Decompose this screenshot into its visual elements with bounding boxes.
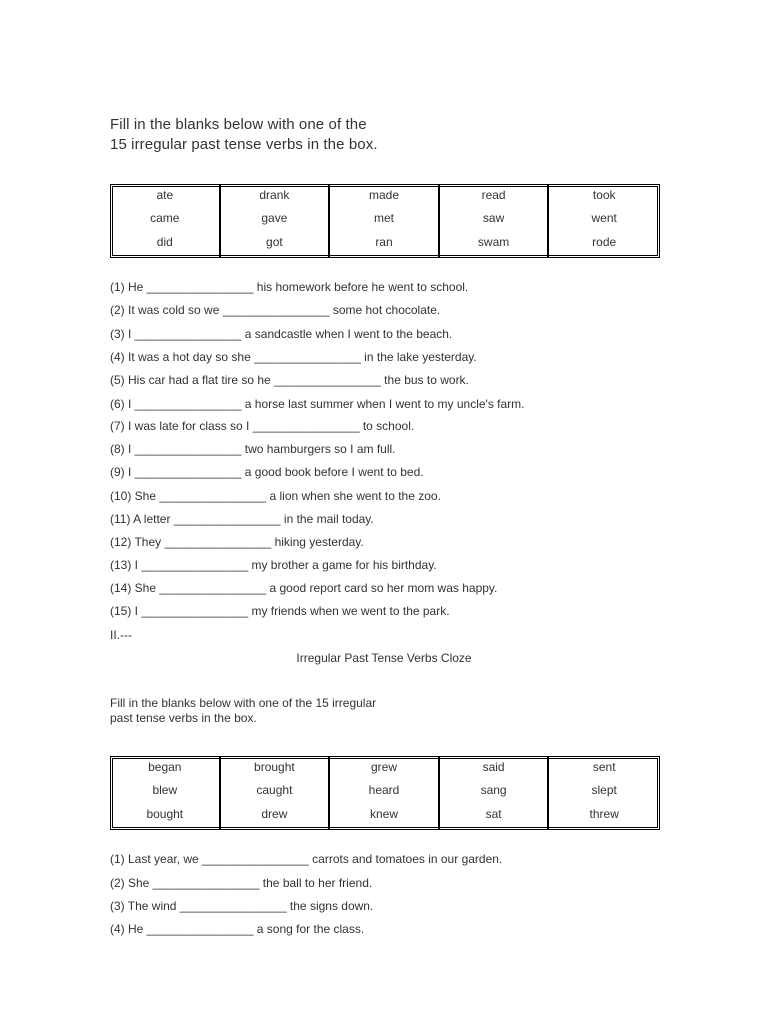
question: (3) The wind ________________ the signs down.	[110, 899, 374, 913]
verb-cell: took	[592, 188, 616, 202]
section1-title-line2: 15 irregular past tense verbs in the box.	[110, 136, 378, 153]
question: (12) They ________________ hiking yesterday.	[110, 535, 364, 549]
question: (10) She ________________ a lion when she went to the zoo.	[110, 489, 441, 503]
verb-cell: sang	[480, 783, 507, 798]
verb-cell: rode	[592, 234, 617, 249]
verb-cell: sat	[485, 806, 502, 821]
question: (11) A letter ________________ in the mail today.	[110, 512, 374, 526]
question: (5) His car had a flat tire so he ________________ the bus to work.	[110, 373, 469, 387]
section2-heading: Irregular Past Tense Verbs Cloze	[296, 651, 472, 665]
verb-cell: swam	[477, 234, 510, 249]
verb-cell: came	[150, 211, 180, 226]
verb-cell: brought	[254, 760, 295, 774]
question: (2) It was cold so we ________________ some hot chocolate.	[110, 303, 441, 317]
question: (2) She ________________ the ball to her friend.	[110, 876, 373, 890]
section2-instruction-line1: Fill in the blanks below with one of the 15 irregular	[110, 696, 377, 710]
verb-cell: read	[481, 188, 506, 202]
verb-column	[330, 185, 440, 257]
verb-cell: caught	[256, 783, 293, 798]
verb-column	[330, 757, 440, 829]
verb-cell: grew	[370, 760, 397, 774]
section1-title-line1: Fill in the blanks below with one of the	[110, 116, 367, 133]
verb-cell: bought	[146, 806, 184, 821]
verb-box-2	[110, 756, 660, 830]
verb-cell: made	[368, 188, 399, 202]
verb-column	[221, 757, 331, 829]
verb-cell: blew	[152, 783, 178, 798]
verb-box-1	[110, 184, 660, 258]
verb-cell: slept	[591, 783, 617, 798]
verb-column	[549, 185, 659, 257]
verb-cell: saw	[482, 211, 505, 226]
question: (8) I ________________ two hamburgers so I am full.	[110, 442, 396, 456]
verb-column	[221, 185, 331, 257]
verb-column	[549, 757, 659, 829]
verb-cell: ran	[375, 234, 393, 249]
verb-cell: sent	[592, 760, 616, 774]
section-divider-marker: II.---	[110, 628, 132, 642]
question: (9) I ________________ a good book before I went to bed.	[110, 465, 424, 479]
question: (13) I ________________ my brother a game for his birthday.	[110, 558, 437, 572]
verb-cell: knew	[369, 806, 398, 821]
verb-cell: ate	[156, 188, 174, 202]
verb-cell: did	[156, 234, 173, 249]
verb-cell: drew	[261, 806, 288, 821]
verb-cell: began	[148, 760, 182, 774]
verb-cell: went	[591, 211, 617, 226]
question: (15) I ________________ my friends when we went to the park.	[110, 604, 450, 618]
question: (1) Last year, we ________________ carrots and tomatoes in our garden.	[110, 852, 503, 866]
verb-column	[440, 185, 550, 257]
verb-column	[111, 185, 221, 257]
section2-instruction-line2: past tense verbs in the box.	[110, 711, 257, 725]
verb-cell: heard	[368, 783, 400, 798]
verb-cell: gave	[261, 211, 288, 226]
verb-cell: got	[266, 234, 283, 249]
question: (4) It was a hot day so she ________________ in the lake yesterday.	[110, 350, 477, 364]
question: (6) I ________________ a horse last summer when I went to my uncle's farm.	[110, 397, 525, 411]
verb-cell: drank	[259, 188, 290, 202]
question: (3) I ________________ a sandcastle when I went to the beach.	[110, 327, 453, 341]
question: (7) I was late for class so I ________________ to school.	[110, 419, 415, 433]
verb-cell: met	[373, 211, 394, 226]
verb-cell: said	[482, 760, 505, 774]
question: (4) He ________________ a song for the class.	[110, 922, 365, 936]
verb-column	[111, 757, 221, 829]
question: (1) He ________________ his homework before he went to school.	[110, 280, 469, 294]
verb-cell: threw	[589, 806, 619, 821]
verb-column	[440, 757, 550, 829]
question: (14) She ________________ a good report card so her mom was happy.	[110, 581, 498, 595]
